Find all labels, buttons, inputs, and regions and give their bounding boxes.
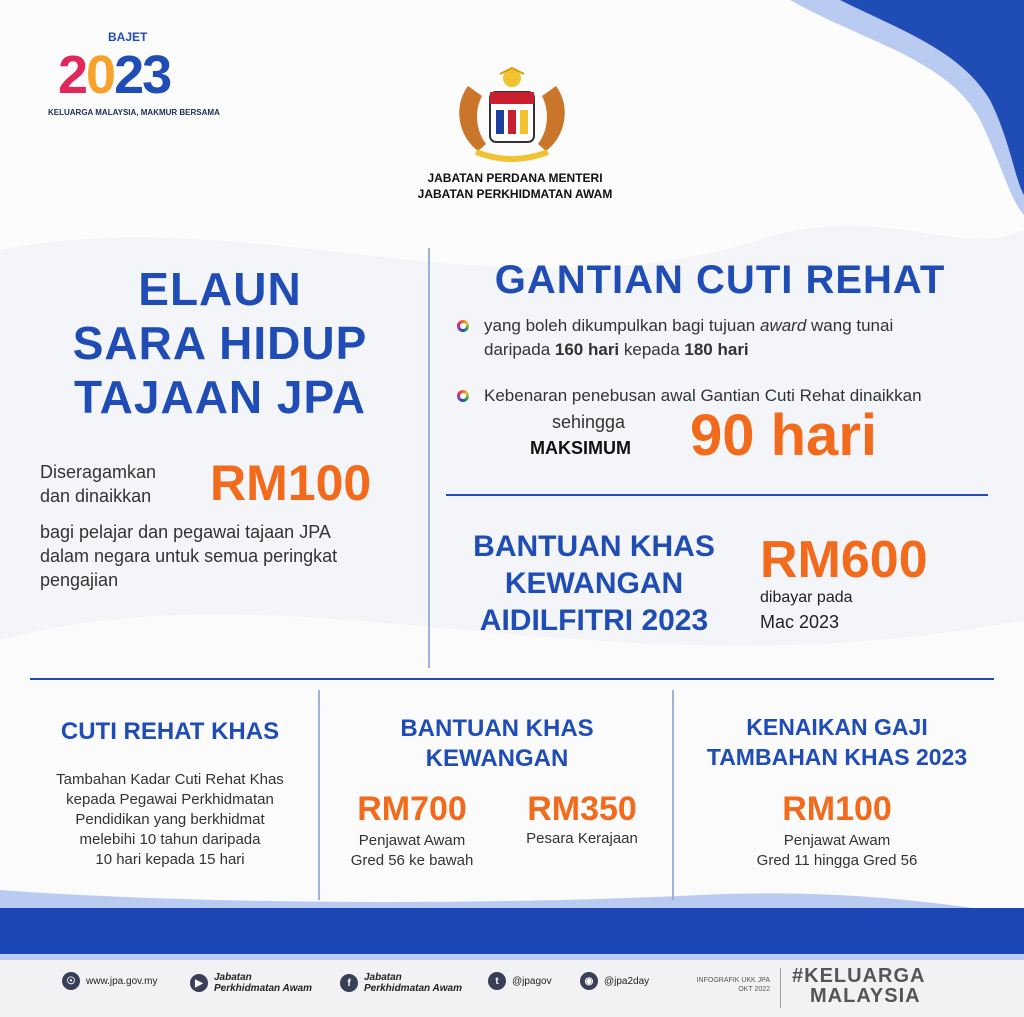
- gantian-sehingga: sehingga: [552, 412, 626, 432]
- gantian-bullet-1: yang boleh dikumpulkan bagi tujuan award wang tunai daripada 160 hari kepada 180 hari: [484, 316, 894, 359]
- footer-instagram-text: @jpa2day: [604, 975, 650, 987]
- bullet-icon: [457, 390, 469, 402]
- divider-bottom-1: [318, 690, 320, 900]
- bantuan-rm700-line-2: Gred 56 ke bawah: [350, 852, 474, 869]
- keluarga-malaysia-logo: [792, 966, 925, 1006]
- globe-icon: ☉: [62, 972, 80, 990]
- gantian-title: GANTIAN CUTI REHAT: [494, 258, 946, 302]
- footer-facebook-line-2: Perkhidmatan Awam: [364, 983, 462, 994]
- footer-facebook-line-1: Jabatan: [364, 972, 402, 983]
- bantuan-rm700-amount: RM700: [357, 790, 467, 828]
- footer-youtube-line-1: Jabatan: [214, 972, 252, 983]
- aidilfitri-sub-2: Mac 2023: [760, 612, 840, 632]
- gaji-title: [680, 712, 994, 772]
- bantuan-rm350-line-1: Pesara Kerajaan: [526, 830, 638, 847]
- elaun-text-3: bagi pelajar dan pegawai tajaan JPA: [40, 522, 331, 542]
- gaji-line-2: Gred 11 hingga Gred 56: [756, 852, 918, 869]
- footer-website[interactable]: [62, 972, 158, 990]
- elaun-text-top: [40, 460, 210, 508]
- divider-right-middle: [446, 494, 988, 496]
- footer-instagram[interactable]: [580, 972, 649, 990]
- coat-of-arms-icon: [448, 66, 576, 168]
- instagram-icon: ◉: [580, 972, 598, 990]
- footer-website-text: www.jpa.gov.my: [86, 975, 158, 987]
- bantuan-khas-title: [330, 714, 664, 774]
- footer-youtube[interactable]: [190, 972, 312, 994]
- bantuan-rm350: [502, 790, 662, 849]
- gaji-line-1: Penjawat Awam: [783, 832, 891, 849]
- logo-bajet-label: BAJET: [108, 30, 148, 44]
- department-names: [390, 170, 640, 202]
- gaji-amount: RM100: [782, 790, 892, 828]
- aidilfitri-title-3: AIDILFITRI 2023: [479, 604, 709, 637]
- bantuan-khas-title-1: BANTUAN KHAS: [400, 715, 594, 742]
- cuti-khas-line: melebihi 10 tahun daripada: [79, 831, 261, 848]
- twitter-icon: t: [488, 972, 506, 990]
- gantian-maksimum: MAKSIMUM: [530, 438, 631, 458]
- cuti-khas-line: 10 hari kepada 15 hari: [95, 851, 245, 868]
- logo-tagline: KELUARGA MALAYSIA, MAKMUR BERSAMA: [48, 108, 220, 117]
- gaji-amount-block: [690, 790, 984, 871]
- elaun-text-4: dalam negara untuk semua peringkat: [40, 546, 338, 566]
- cuti-khas-line: kepada Pegawai Perkhidmatan: [66, 791, 274, 808]
- footer-brand-divider: [780, 968, 781, 1008]
- elaun-text-bottom: [40, 520, 430, 592]
- gantian-award: award: [759, 316, 807, 335]
- bullet-icon: [457, 320, 469, 332]
- cuti-khas-title: CUTI REHAT KHAS: [60, 718, 280, 745]
- elaun-text-5: pengajian: [40, 570, 119, 590]
- footer-credit: [690, 976, 770, 994]
- gantian-90-hari: 90 hari: [690, 403, 877, 468]
- footer-youtube-line-2: Perkhidmatan Awam: [214, 983, 312, 994]
- footer-credit-line-2: OKT 2022: [738, 986, 770, 993]
- divider-vertical-main: [428, 248, 430, 668]
- logo-year: 2023: [58, 45, 171, 105]
- gaji-title-1: KENAIKAN GAJI: [746, 714, 928, 740]
- aidilfitri-title: [452, 528, 736, 639]
- brand-line-2: MALAYSIA: [810, 985, 921, 1007]
- divider-bottom-2: [672, 690, 674, 900]
- footer-facebook[interactable]: [340, 972, 462, 994]
- elaun-title-line-3: TAJAAN JPA: [74, 371, 366, 423]
- bantuan-khas-title-2: KEWANGAN: [425, 745, 569, 772]
- elaun-amount: RM100: [210, 455, 372, 511]
- cuti-khas-line: Pendidikan yang berkhidmat: [75, 811, 265, 828]
- footer-twitter-text: @jpagov: [512, 975, 552, 987]
- cuti-khas-line: Tambahan Kadar Cuti Rehat Khas: [56, 771, 284, 788]
- bantuan-rm700: [332, 790, 492, 871]
- elaun-title-line-1: ELAUN: [138, 263, 302, 315]
- aidilfitri-title-2: KEWANGAN: [504, 567, 684, 600]
- dept-line-2: JABATAN PERKHIDMATAN AWAM: [417, 187, 613, 201]
- aidilfitri-amount: RM600: [760, 531, 928, 589]
- divider-bottom-sections: [30, 678, 994, 680]
- footer-twitter[interactable]: [488, 972, 552, 990]
- elaun-text-2: dan dinaikkan: [40, 486, 152, 506]
- aidilfitri-title-1: BANTUAN KHAS: [473, 530, 715, 563]
- elaun-title: [30, 262, 410, 424]
- facebook-icon: f: [340, 974, 358, 992]
- dept-line-1: JABATAN PERDANA MENTERI: [427, 171, 603, 185]
- bantuan-rm700-line-1: Penjawat Awam: [358, 832, 466, 849]
- footer-blue-bar: [0, 908, 1024, 954]
- cuti-khas-text: [30, 770, 310, 870]
- elaun-title-line-2: SARA HIDUP: [72, 317, 368, 369]
- footer-credit-line-1: INFOGRAFIK UKK JPA: [696, 977, 770, 984]
- bantuan-rm350-amount: RM350: [527, 790, 637, 828]
- brand-line-1: #KELUARGA: [792, 965, 926, 987]
- gaji-title-2: TAMBAHAN KHAS 2023: [706, 744, 968, 770]
- gantian-bullet-2: Kebenaran penebusan awal Gantian Cuti Rehat dinaikkan: [484, 386, 922, 405]
- aidilfitri-sub-1: dibayar pada: [760, 589, 853, 606]
- aidilfitri-sub: [760, 586, 853, 634]
- elaun-text-1: Diseragamkan: [40, 462, 157, 482]
- youtube-icon: ▶: [190, 974, 208, 992]
